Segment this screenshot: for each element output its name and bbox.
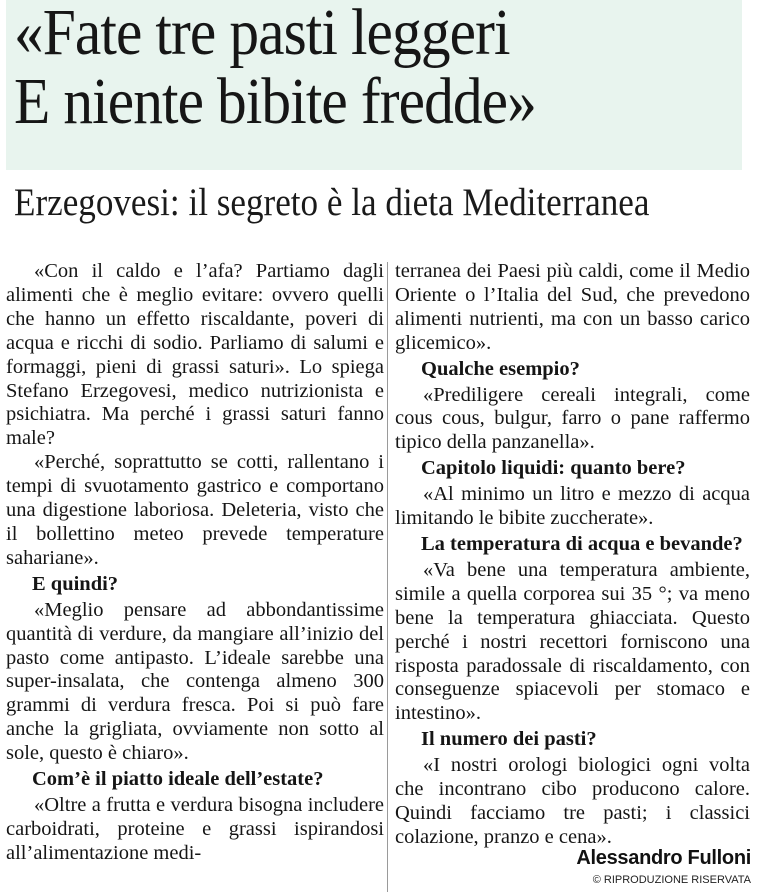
headline [14,0,739,138]
paragraph: «Oltre a frutta e verdura bisogna includere carboidrati, proteine e grassi ispirandosi all’alimentazione medi- [6,793,384,864]
author-byline: Alessandro Fulloni [576,847,751,869]
copyright-notice: © RIPRODUZIONE RISERVATA [592,874,751,886]
headline-line-2: E niente bibite fredde» [14,65,536,138]
question: La temperatura di acqua e bevande? [421,532,743,555]
question: E quindi? [32,572,119,595]
right-column [395,260,750,850]
subtitle: Erzegovesi: il segreto è la dieta Mediterranea [14,181,650,224]
paragraph: «Con il caldo e l’afa? Partiamo dagli alimenti che è meglio evitare: ovvero quelli che hanno un effetto riscaldante, poveri di acqua e ricchi di sodio. Parliamo di salumi e formaggi, pieni di grassi saturi». Lo spiega Stefano Erzegovesi, medico nutrizionista e psichiatra. Ma perché i grassi saturi fanno male? [6,260,384,450]
headline-line-1: «Fate tre pasti leggeri [14,0,510,69]
question: Qualche esempio? [421,357,580,380]
paragraph: «Prediligere cereali integrali, come cous cous, bulgur, farro o pane raffermo tipico della panzanella». [395,383,750,454]
question: Il numero dei pasti? [421,728,597,751]
paragraph: «I nostri orologi biologici ogni volta che incontrano cibo producono calore. Quindi facciamo tre pasti; i classici colazione, pranzo e cena». [395,754,750,848]
column-divider [387,262,388,892]
paragraph: «Perché, soprattutto se cotti, rallentano i tempi di svuotamento gastrico e comportano una digestione laboriosa. Deleteria, visto che il bollettino meteo prevede temperature sahariane». [6,451,384,569]
question: Com’è il piatto ideale dell’estate? [32,768,324,791]
paragraph: «Al minimo un litro e mezzo di acqua limitando le bibite zuccherate». [395,483,750,530]
question: Capitolo liquidi: quanto bere? [421,457,686,480]
left-column [6,260,384,866]
paragraph: «Meglio pensare ad abbondantissime quantità di verdure, da mangiare all’inizio del pasto come antipasto. L’ideale sarebbe una super-insalata, che contenga almeno 300 grammi di verdura fresca. Poi si può fare anche la grigliata, ovviamente non sotto al sole, questo è chiaro». [6,598,384,765]
paragraph: «Va bene una temperatura ambiente, simile a quella corporea sui 35 °; va meno bene la temperatura ghiacciata. Questo perché i nostri recettori forniscono una risposta paradossale di riscaldamento, con conseguenze spiacevoli per stomaco e intestino». [395,558,750,725]
paragraph-continued: terranea dei Paesi più caldi, come il Medio Oriente o l’Italia del Sud, che prevedono alimenti nutrienti, ma con un basso carico glicemico». [395,260,750,354]
